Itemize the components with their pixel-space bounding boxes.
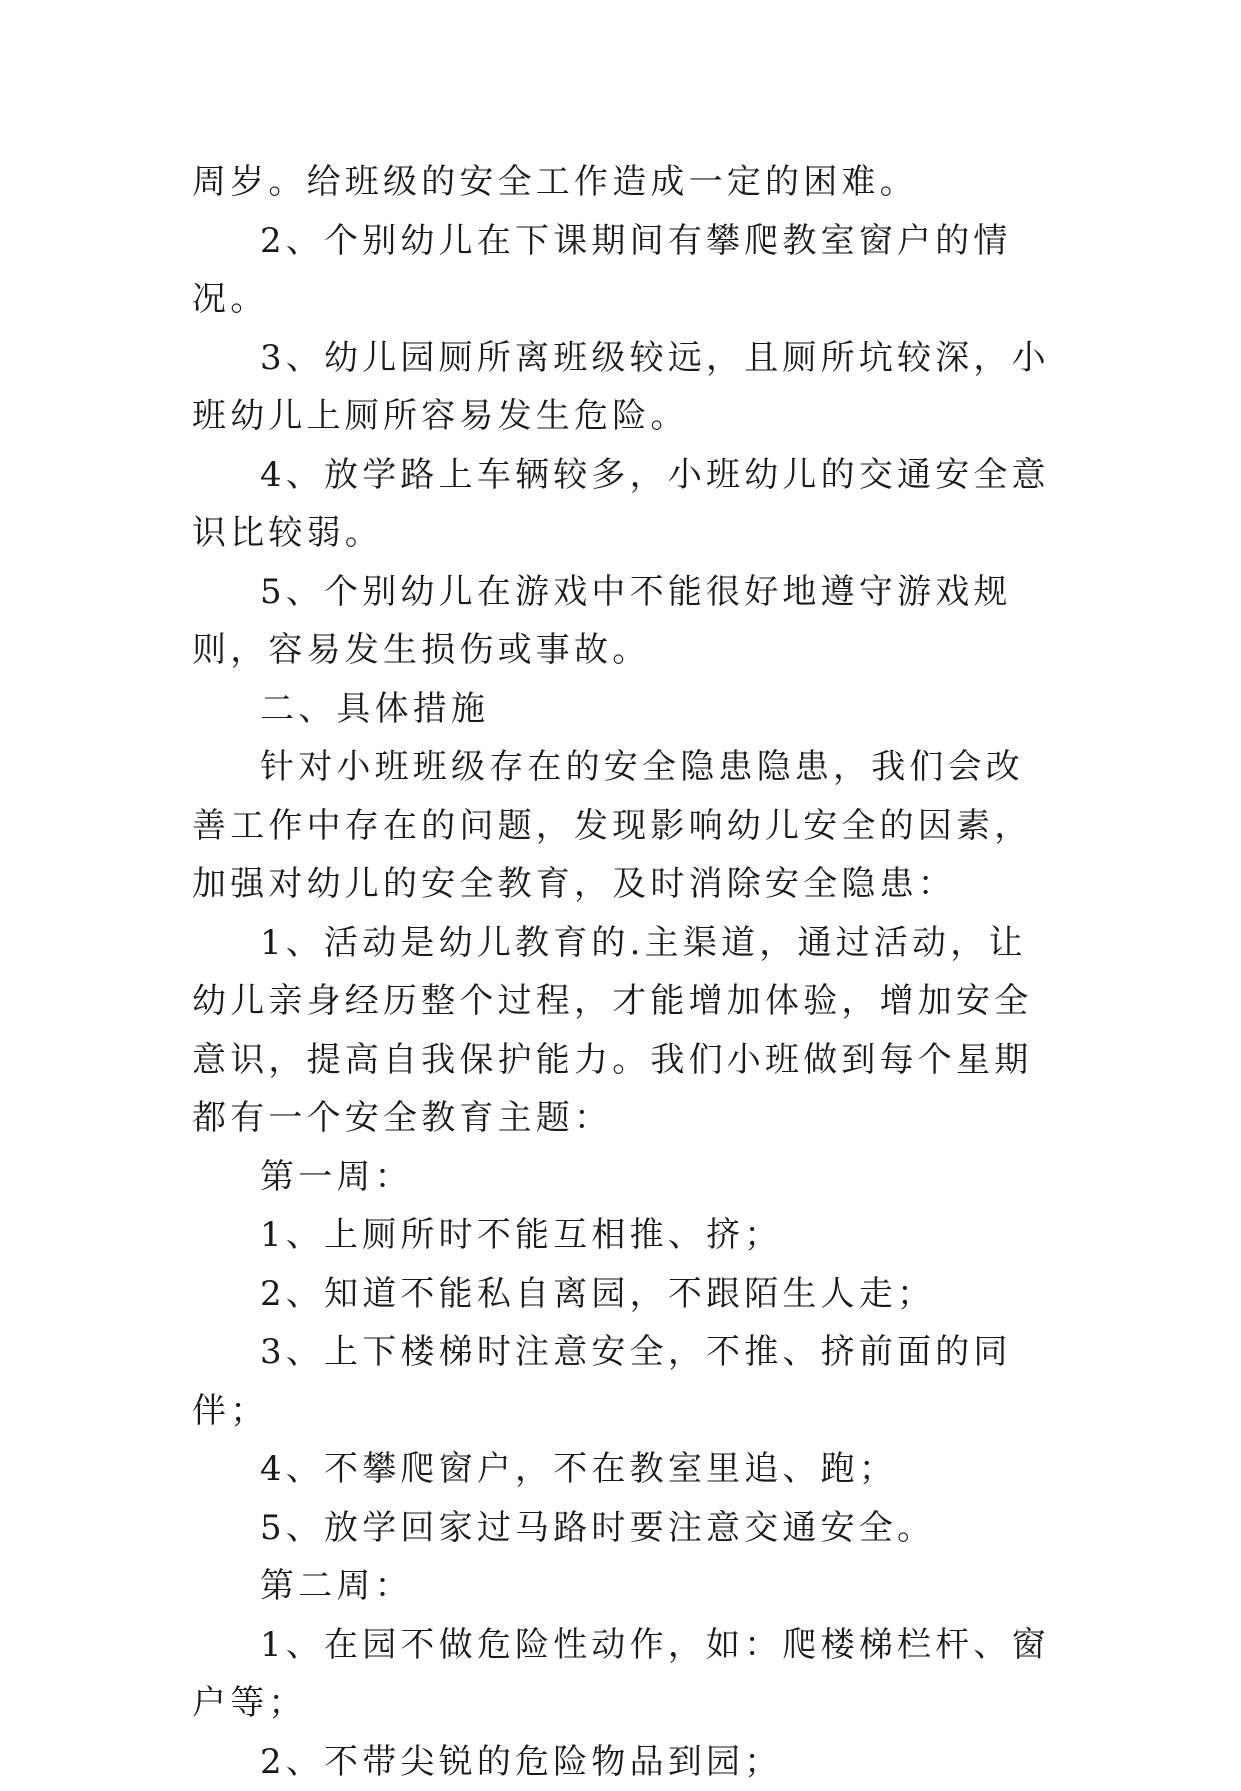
paragraph: 3、幼儿园厕所离班级较远，且厕所坑较深，小班幼儿上厕所容易发生危险。: [192, 329, 1054, 446]
paragraph: 针对小班班级存在的安全隐患隐患，我们会改善工作中存在的问题，发现影响幼儿安全的因素，加强对幼儿的安全教育，及时消除安全隐患：: [192, 738, 1054, 914]
document-page: [192, 153, 1054, 1791]
list-item: 2、知道不能私自离园，不跟陌生人走；: [192, 1265, 1054, 1324]
list-item: 4、不攀爬窗户，不在教室里追、跑；: [192, 1440, 1054, 1499]
paragraph: 周岁。给班级的安全工作造成一定的困难。: [192, 153, 1054, 212]
paragraph: 1、活动是幼儿教育的.主渠道，通过活动，让幼儿亲身经历整个过程，才能增加体验，增加安全意识，提高自我保护能力。我们小班做到每个星期都有一个安全教育主题：: [192, 914, 1054, 1148]
list-item: 1、在园不做危险性动作，如：爬楼梯栏杆、窗户等；: [192, 1616, 1054, 1733]
list-item: 5、放学回家过马路时要注意交通安全。: [192, 1499, 1054, 1558]
week-heading: 第一周：: [192, 1148, 1054, 1207]
list-item: 3、上下楼梯时注意安全，不推、挤前面的同伴；: [192, 1323, 1054, 1440]
section-heading: 二、具体措施: [192, 680, 1054, 739]
week-heading: 第二周：: [192, 1557, 1054, 1616]
list-item: 2、不带尖锐的危险物品到园；: [192, 1733, 1054, 1791]
paragraph: 4、放学路上车辆较多，小班幼儿的交通安全意识比较弱。: [192, 446, 1054, 563]
paragraph: 2、个别幼儿在下课期间有攀爬教室窗户的情况。: [192, 212, 1054, 329]
list-item: 1、上厕所时不能互相推、挤；: [192, 1206, 1054, 1265]
paragraph: 5、个别幼儿在游戏中不能很好地遵守游戏规则，容易发生损伤或事故。: [192, 563, 1054, 680]
